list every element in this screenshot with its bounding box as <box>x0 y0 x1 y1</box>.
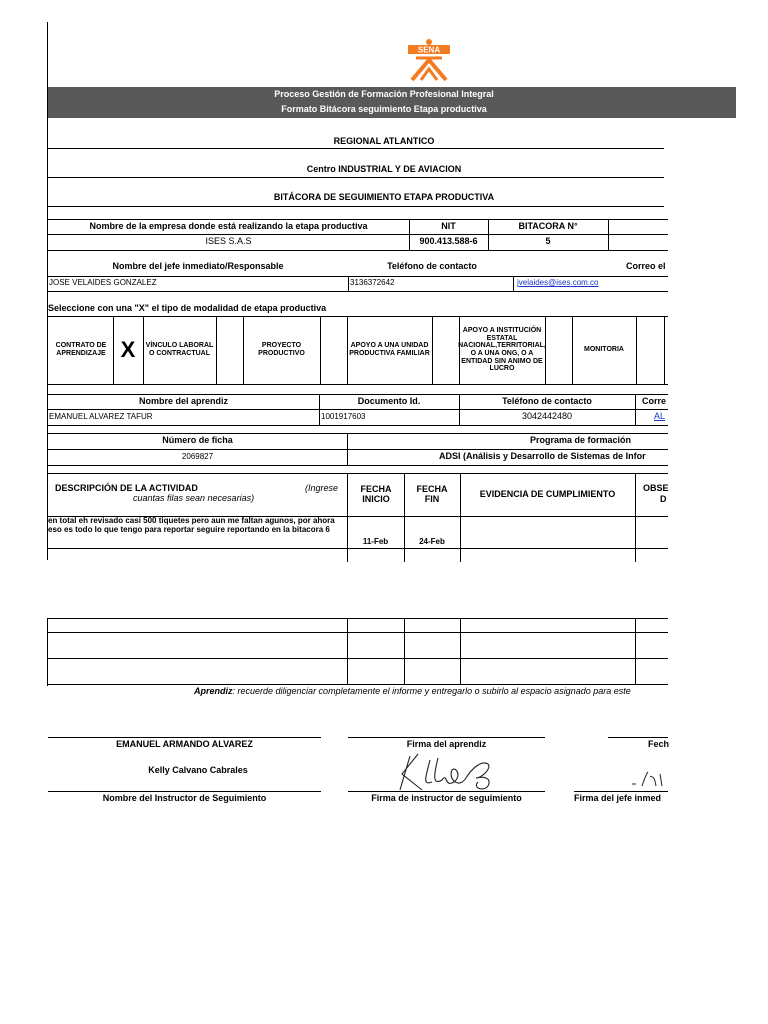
header-bar <box>48 87 736 118</box>
jefe-tel-label: Teléfono de contacto <box>387 261 477 272</box>
modalidad-mark-x[interactable]: X <box>120 336 136 362</box>
col-descripcion-note-2: cuantas filas sean necesarias) <box>133 493 255 503</box>
col-descripcion-title: DESCRIPCIÓN DE LA ACTIVIDAD <box>55 483 198 493</box>
programa-value: ADSI (Análisis y Desarrollo de Sistemas de Infor <box>439 451 646 462</box>
centro-title: Centro INDUSTRIAL Y DE AVIACION <box>306 164 462 174</box>
aprendiz-name-value: EMANUEL ALVAREZ TAFUR <box>49 411 153 421</box>
modalidad-institucion-estatal: APOYO A INSTITUCIÓN ESTATAL NACIONAL,TERRITORIAL, O A UNA ONG, O A ENTIDAD SIN ANIMO DE LUCRO <box>458 326 546 373</box>
ficha-value: 2069827 <box>181 451 214 461</box>
col-evidencia: EVIDENCIA DE CUMPLIMIENTO <box>479 488 616 499</box>
aprendiz-email-label: Corre <box>642 395 667 406</box>
instructor-name: Kelly Calvano Cabrales <box>148 765 248 776</box>
activity-row-1-inicio: 11-Feb <box>362 536 389 546</box>
sena-logo-text: SENA <box>417 45 441 55</box>
fecha-label: Fech <box>648 739 670 750</box>
header-format-title: Formato Bitácora seguimiento Etapa productiva <box>281 104 487 114</box>
aprendiz-note-text: : recuerde diligenciar completamente el informe y entregarlo o subirlo al espacio asignado para este <box>232 686 631 696</box>
sena-logo <box>404 38 454 82</box>
jefe-label: Nombre del jefe inmediato/Responsable <box>112 261 284 272</box>
modalidad-vinculo-laboral: VÍNCULO LABORAL O CONTRACTUAL <box>145 342 214 357</box>
aprendiz-doc-value: 1001917603 <box>321 411 366 421</box>
col-descripcion-note-1: (Ingrese <box>305 483 339 493</box>
aprendiz-note <box>194 686 631 696</box>
jefe-email-link[interactable]: jvelaides@ises.com.co <box>517 278 599 288</box>
jefe-signature-fragment <box>628 770 668 790</box>
instructor-label: Nombre del Instructor de Seguimiento <box>102 793 267 804</box>
jefe-email-label: Correo el <box>626 261 666 272</box>
nit-value: 900.413.588-6 <box>419 236 478 247</box>
col-observaciones-2: D <box>660 494 667 504</box>
bitacora-number-value: 5 <box>545 236 551 247</box>
modalidad-prompt: Seleccione con una "X" el tipo de modalidad de etapa productiva <box>48 303 327 313</box>
aprendiz-full-name: EMANUEL ARMANDO ALVAREZ <box>116 739 253 750</box>
modalidad-monitoria: MONITORIA <box>584 346 624 354</box>
modalidad-contrato-aprendizaje: CONTRATO DE APRENDIZAJE <box>55 342 107 357</box>
firma-instructor-label: Firma de instructor de seguimiento <box>371 793 522 804</box>
instructor-signature-image <box>392 752 512 794</box>
aprendiz-tel-label: Teléfono de contacto <box>502 395 592 406</box>
aprendiz-note-bold: Aprendiz <box>194 686 233 696</box>
programa-label: Programa de formación <box>530 435 632 446</box>
ficha-label: Número de ficha <box>162 435 233 446</box>
aprendiz-doc-label: Documento Id. <box>357 395 421 406</box>
firma-aprendiz-label: Firma del aprendiz <box>406 739 487 750</box>
nit-label: NIT <box>441 220 456 231</box>
jefe-name-value: JOSE VELAIDES GONZALEZ <box>49 278 157 288</box>
col-fecha-inicio: FECHA INICIO <box>360 483 392 504</box>
modalidad-unidad-familiar: APOYO A UNA UNIDAD PRODUCTIVA FAMILIAR <box>349 342 430 357</box>
activity-row-1-description: en total eh revisado casi 500 tiquetes pero aun me faltan agunos, por ahora eso es todo lo que tengo para reportar seguire reportando en la bitacora 6 <box>48 516 335 535</box>
aprendiz-label: Nombre del aprendiz <box>138 395 228 406</box>
col-fecha-fin: FECHA FIN <box>416 483 448 504</box>
empresa-value: ISES S.A.S <box>205 236 252 247</box>
aprendiz-tel-value: 3042442480 <box>521 411 573 422</box>
firma-jefe-label: Firma del jefe inmed <box>574 793 662 804</box>
bitacora-title: BITÁCORA DE SEGUIMIENTO ETAPA PRODUCTIVA <box>273 192 495 202</box>
jefe-tel-value: 3136372642 <box>350 278 395 288</box>
modalidad-proyecto-productivo: PROYECTO PRODUCTIVO <box>258 342 305 357</box>
header-process-title: Proceso Gestión de Formación Profesional Integral <box>274 89 494 99</box>
bitacora-number-label: BITACORA N° <box>518 220 578 231</box>
aprendiz-email-link[interactable]: AL <box>654 411 666 422</box>
activity-row-1-fin: 24-Feb <box>419 536 445 546</box>
empresa-label: Nombre de la empresa donde está realizando la etapa productiva <box>89 220 368 231</box>
regional-title: REGIONAL ATLANTICO <box>333 136 435 146</box>
col-observaciones-1: OBSE <box>643 483 669 493</box>
